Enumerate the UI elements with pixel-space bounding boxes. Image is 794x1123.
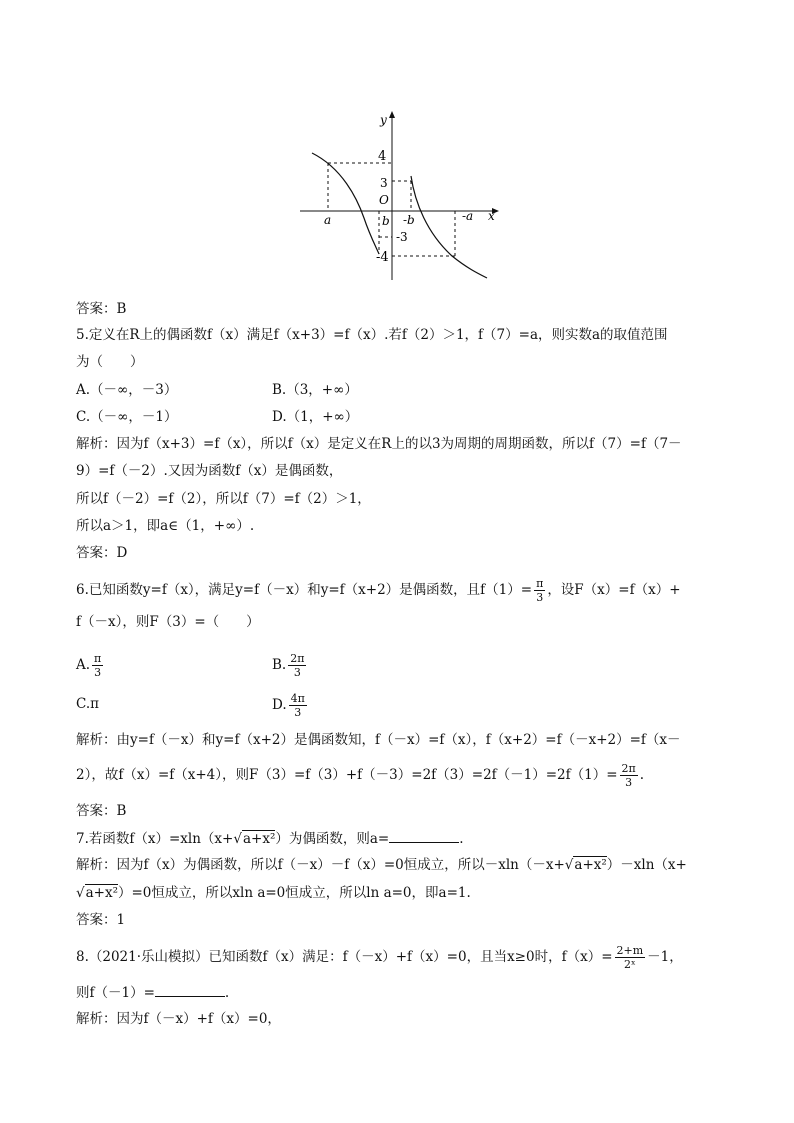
y-axis-label: y [380,113,387,127]
fraction-pi-over-3: $\frac{\pi}{3}$ [536,577,544,604]
q7-solution-2: √a+x²）=0恒成立，所以xln a=0恒成立，所以ln a=0，即a=1. [76,885,471,901]
q8-answer-blank[interactable] [155,982,225,997]
right-curve [411,176,487,278]
function-graph [292,108,532,288]
answer-7: 答案：1 [76,912,126,928]
q6-stem-1a: 6.已知函数y=f（x），满足y=f（－x）和y=f（x+2）是偶函数，且f（1）= [76,582,533,598]
tick-neg4: -4 [376,250,389,265]
left-curve [312,153,379,254]
answer-6: 答案：B [76,803,127,819]
y-axis-arrow [389,111,395,118]
q5-option-c: C.（－∞，－1） [76,409,178,425]
q6-solution-2: 2），故f（x）=f（x+4），则F（3）=f（3）+f（－3）=2f（3）=2f（－1）=2f（1）= $\frac{2\pi}{3}$ . [76,762,645,789]
q6-option-c: C.π [76,696,100,712]
q7-answer-blank[interactable] [389,828,459,843]
label-neg-b: -b [403,213,415,227]
q5-option-b: B.（3，+∞） [272,382,358,398]
q6-option-b: B. $\frac{2\pi}{3}$ [272,652,305,679]
q6-solution-1: 解析：由y=f（－x）和y=f（x+2）是偶函数知，f（－x）=f（x），f（x+2）=f（－x+2）=f（x－ [76,732,681,748]
origin-label: O [379,193,389,207]
q6-stem-2: f（－x），则F（3）=（ ） [76,614,260,630]
q5-solution-2: 9）=f（－2）.又因为函数f（x）是偶函数， [76,463,343,479]
answer-5: 答案：D [76,545,128,561]
q6-option-d: D. $\frac{4\pi}{3}$ [272,692,305,719]
tick-neg3: -3 [396,230,408,244]
q7-solution-1: 解析：因为f（x）为偶函数，所以f（－x）－f（x）=0恒成立，所以－xln（－x+√a+x²）－xln（x+ [76,857,687,873]
q6-stem-1b: ，设F（x）=f（x）+ [547,582,681,598]
q8-stem-2: 则f（－1）= . [76,982,229,1003]
q5-option-d: D.（1，+∞） [272,409,359,425]
x-axis-label: x [488,209,495,223]
q5-stem-1: 5.定义在R上的偶函数f（x）满足f（x+3）=f（x）.若f（2）＞1，f（7）=a，则实数a的取值范围 [76,327,668,343]
q5-solution-1: 解析：因为f（x+3）=f（x），所以f（x）是定义在R上的以3为周期的周期函数，所以f（7）=f（7－ [76,436,682,452]
tick-3: 3 [380,176,388,190]
label-a: a [324,213,332,227]
fraction-2pi-over-3: $\frac{2\pi}{3}$ [621,762,636,789]
q5-option-a: A.（－∞，－3） [76,382,178,398]
label-neg-a: -a [462,209,474,223]
q5-solution-3: 所以f（－2）=f（2），所以f（7）=f（2）＞1， [76,491,371,507]
q8-stem-1: 8.（2021·乐山模拟）已知函数f（x）满足：f（－x）+f（x）=0，且当x≥0时，f（x）= $\frac{2+m}{\text{2ˣ}}$ －1， [76,944,683,971]
q7-stem: 7.若函数f（x）=xln（x+√a+x²）为偶函数，则a= . [76,828,464,849]
answer-4: 答案：B [76,301,127,317]
fraction-q8: $\frac{2+m}{\text{2ˣ}}$ [616,944,644,971]
tick-4: 4 [378,149,387,164]
label-b: b [382,214,390,228]
q6-option-a: A. $\frac{\pi}{3}$ [76,652,102,679]
q6-stem-1 [76,577,681,604]
q5-stem-2: 为（ ） [76,354,144,370]
q5-solution-4: 所以a＞1，即a∈（1，+∞）. [76,518,255,534]
q8-solution-1: 解析：因为f（－x）+f（x）=0， [76,1011,281,1027]
